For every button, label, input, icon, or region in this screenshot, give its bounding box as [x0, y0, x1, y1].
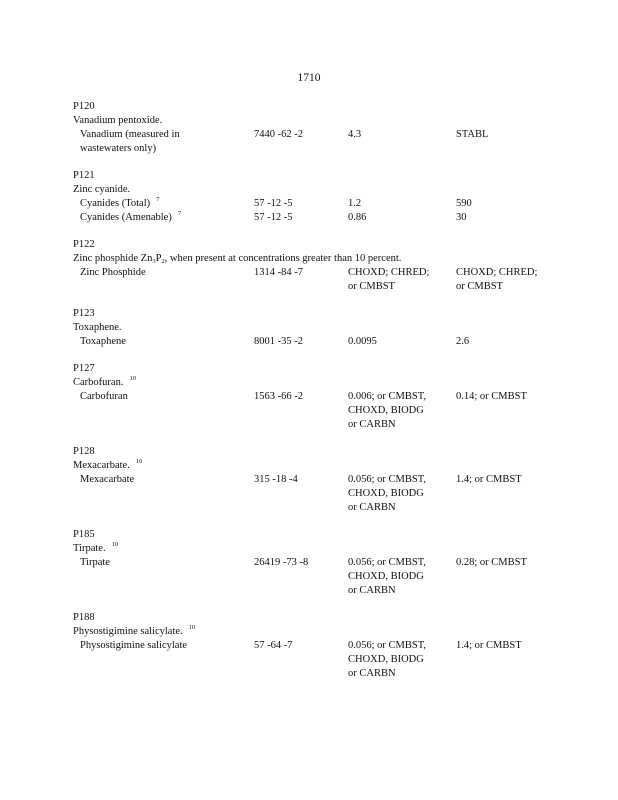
constituent-row: [73, 473, 573, 515]
wastewater-standard: [348, 639, 448, 681]
constituent-row: [73, 390, 573, 432]
page-number: 1710: [297, 72, 321, 84]
wastewater-standard: [348, 390, 448, 432]
waste-code-table: [73, 100, 573, 694]
constituent-name: [80, 639, 250, 653]
formula-element: P: [155, 253, 162, 264]
waste-entry: [73, 307, 573, 349]
constituent-name-line: Vanadium (measured in: [80, 129, 180, 140]
nonwastewater-standard: [456, 335, 556, 349]
waste-name-text: Zinc phosphide Zn: [73, 253, 153, 264]
nonwastewater-standard-line: STABL: [456, 129, 489, 140]
wastewater-standard-line: 0.056; or CMBST,: [348, 474, 426, 485]
waste-name: [73, 459, 573, 473]
wastewater-standard-line: 0.056; or CMBST,: [348, 640, 426, 651]
waste-name-text: Carbofuran.: [73, 377, 124, 388]
constituent-name: [80, 211, 250, 225]
constituent-name: [80, 266, 250, 280]
footnote-marker: 10: [135, 458, 143, 465]
footnote-marker: 10: [129, 375, 136, 382]
nonwastewater-standard-line: 30: [456, 212, 467, 223]
wastewater-standard: [348, 128, 448, 142]
nonwastewater-standard-line: 1.4; or CMBST: [456, 474, 522, 485]
wastewater-standard-line: 0.006; or CMBST,: [348, 391, 426, 402]
wastewater-standard: [348, 197, 448, 211]
wastewater-standard-line: or CARBN: [348, 668, 396, 679]
cas-number: 7440 -62 -2: [254, 129, 303, 140]
wastewater-standard-line: or CARBN: [348, 585, 396, 596]
cas-number: 57 -12 -5: [254, 212, 293, 223]
constituent-row: [73, 335, 573, 349]
constituent-name-line: Physostigimine salicylate: [80, 640, 188, 651]
waste-name: [73, 252, 573, 266]
wastewater-standard-line: CHOXD, BIODG: [348, 654, 424, 665]
constituent-name: [80, 128, 250, 156]
wastewater-standard: [348, 335, 448, 349]
constituent-name: [80, 197, 250, 211]
constituent-row: [73, 128, 573, 156]
wastewater-standard-line: or CMBST: [348, 281, 395, 292]
constituent-name: [80, 390, 250, 404]
cas-number: 1314 -84 -7: [254, 267, 303, 278]
wastewater-standard-line: 1.2: [348, 198, 362, 209]
constituent-name-line: Cyanides (Amenable) $^7$: [80, 210, 182, 223]
constituent-row: [73, 639, 573, 681]
waste-entry: [73, 362, 573, 432]
waste-code: P188: [73, 612, 95, 623]
cas-number: 315 -18 -4: [254, 474, 298, 485]
formula-subscript: 3: [152, 258, 156, 265]
waste-name: [73, 625, 573, 639]
waste-name-text: Vanadium pentoxide.: [73, 115, 163, 126]
waste-name-text: Tirpate.: [73, 543, 106, 554]
constituent-name-line: Toxaphene: [80, 336, 126, 347]
cas-number: 57 -12 -5: [254, 198, 293, 209]
waste-code: P122: [73, 239, 95, 250]
wastewater-standard-line: or CARBN: [348, 502, 396, 513]
waste-code: P128: [73, 446, 95, 457]
wastewater-standard-line: 0.86: [348, 212, 367, 223]
nonwastewater-standard: [456, 266, 556, 294]
nonwastewater-standard-line: 0.14; or CMBST: [456, 391, 527, 402]
nonwastewater-standard-line: 1.4; or CMBST: [456, 640, 522, 651]
wastewater-standard-line: or CARBN: [348, 419, 396, 430]
waste-name: [73, 376, 573, 390]
nonwastewater-standard: [456, 639, 556, 653]
constituent-row: [73, 266, 573, 294]
waste-name: [73, 542, 573, 556]
waste-code: P123: [73, 308, 95, 319]
waste-name-text: Toxaphene.: [73, 322, 122, 333]
nonwastewater-standard-line: 2.6: [456, 336, 470, 347]
wastewater-standard-line: 4.3: [348, 129, 362, 140]
constituent-name: [80, 473, 250, 487]
waste-name-text: Mexacarbate.: [73, 460, 130, 471]
waste-name-text: Physostigimine salicylate.: [73, 626, 183, 637]
formula-subscript: 2: [161, 258, 165, 265]
constituent-name-line: wastewaters only): [80, 143, 157, 154]
nonwastewater-standard-line: 590: [456, 198, 472, 209]
wastewater-standard: [348, 556, 448, 598]
nonwastewater-standard-line: CHOXD; CHRED;: [456, 267, 538, 278]
wastewater-standard-line: CHOXD, BIODG: [348, 405, 424, 416]
nonwastewater-standard-line: 0.28; or CMBST: [456, 557, 527, 568]
waste-entry: [73, 100, 573, 156]
waste-code: P121: [73, 170, 95, 181]
footnote-marker: 7: [177, 210, 182, 217]
waste-name-text: Zinc cyanide.: [73, 184, 131, 195]
waste-entry: [73, 611, 573, 681]
wastewater-standard-line: CHOXD, BIODG: [348, 571, 424, 582]
wastewater-standard-line: 0.056; or CMBST,: [348, 557, 426, 568]
constituent-name-line: Zinc Phosphide: [80, 267, 146, 278]
cas-number: 8001 -35 -2: [254, 336, 303, 347]
wastewater-standard: [348, 211, 448, 225]
waste-code: P127: [73, 363, 95, 374]
waste-entry: [73, 169, 573, 225]
waste-name: [73, 321, 573, 335]
constituent-name-line: Carbofuran: [80, 391, 128, 402]
constituent-row: [73, 556, 573, 598]
waste-name: [73, 183, 573, 197]
wastewater-standard: [348, 473, 448, 515]
nonwastewater-standard: [456, 556, 556, 570]
constituent-name-line: Tirpate: [80, 557, 110, 568]
cas-number: 57 -64 -7: [254, 640, 293, 651]
waste-code: P185: [73, 529, 95, 540]
cas-number: 1563 -66 -2: [254, 391, 303, 402]
nonwastewater-standard: [456, 390, 556, 404]
waste-entry: [73, 238, 573, 294]
waste-entry: [73, 528, 573, 598]
constituent-name: [80, 556, 250, 570]
nonwastewater-standard: [456, 473, 556, 487]
footnote-marker: 10: [188, 624, 196, 631]
waste-code: P120: [73, 101, 95, 112]
wastewater-standard-line: CHOXD; CHRED;: [348, 267, 430, 278]
nonwastewater-standard-line: or CMBST: [456, 281, 503, 292]
constituent-name: [80, 335, 250, 349]
constituent-name-line: Mexacarbate: [80, 474, 135, 485]
constituent-name-line: Cyanides (Total) $^7$: [80, 196, 160, 209]
cas-number: 26419 -73 -8: [254, 557, 309, 568]
footnote-marker: 10: [111, 541, 119, 548]
waste-name: [73, 114, 573, 128]
constituent-row: [73, 211, 573, 225]
wastewater-standard-line: 0.0095: [348, 336, 377, 347]
wastewater-standard-line: CHOXD, BIODG: [348, 488, 424, 499]
waste-name-suffix: , when present at concentrations greater than 10 percent.: [164, 253, 402, 264]
constituent-row: [73, 197, 573, 211]
nonwastewater-standard: [456, 197, 556, 211]
wastewater-standard: [348, 266, 448, 294]
nonwastewater-standard: [456, 211, 556, 225]
waste-entry: [73, 445, 573, 515]
footnote-marker: 7: [156, 196, 160, 203]
nonwastewater-standard: [456, 128, 556, 142]
